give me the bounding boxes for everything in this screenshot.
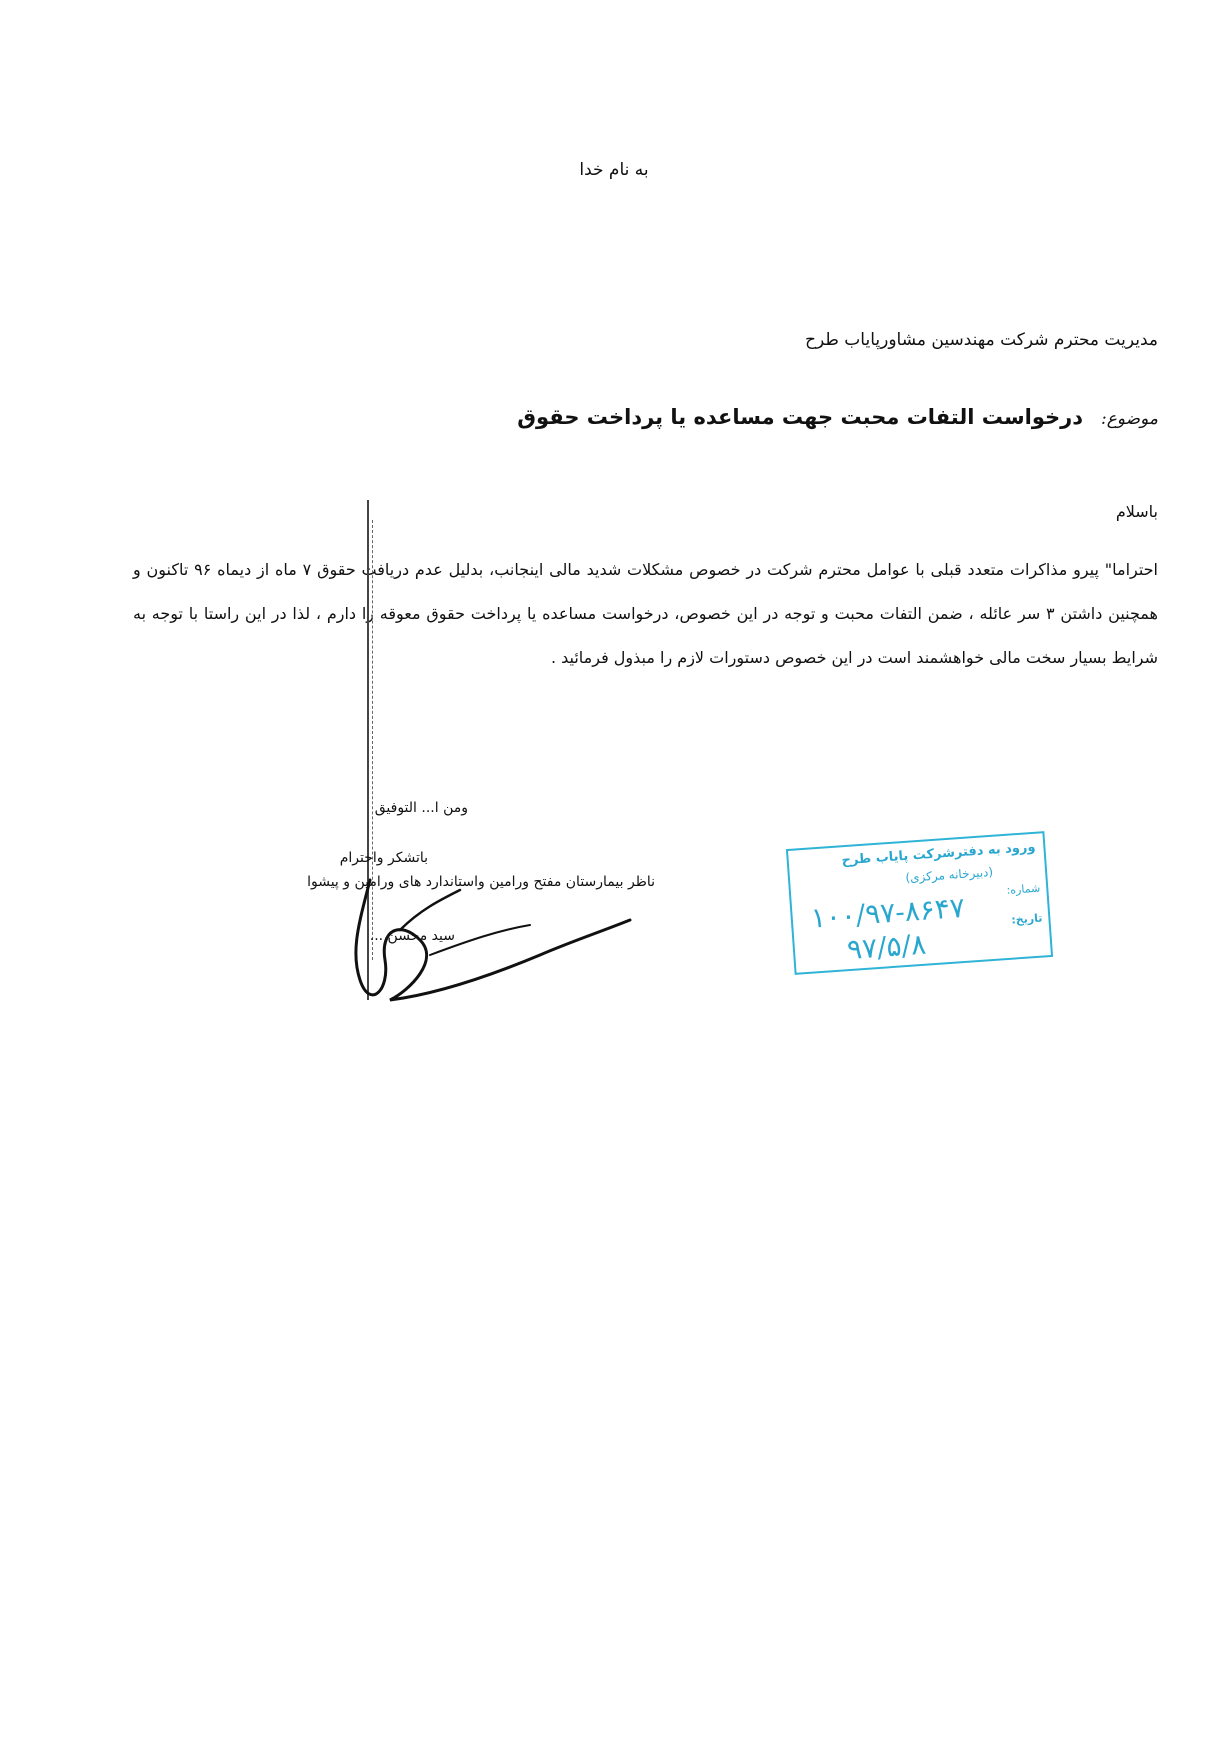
thanks-line: باتشکر واحترام bbox=[339, 850, 428, 866]
subject-label: موضوع: bbox=[1101, 409, 1158, 429]
signer-title: ناظر بیمارستان مفتح ورامین واستاندارد های ورامین و پیشوا bbox=[307, 874, 655, 890]
closing-phrase: ومن ا... التوفیق bbox=[374, 800, 468, 816]
greeting: باسلام bbox=[1115, 502, 1158, 521]
subject-text: درخواست التفات محبت جهت مساعده یا پرداخت حقوق bbox=[517, 405, 1084, 429]
letter-body: احتراما" پیرو مذاکرات متعدد قبلی با عوامل محترم شرکت در خصوص مشکلات شدید مالی اینجانب، بدلیل عدم دریافت حقوق ۷ ماه از دیماه ۹۶ تاکنون و همچنین داشتن ۳ سر عائله ، ضمن التفات محبت و توجه در این خصوص، درخواست مساعده یا پرداخت حقوق معوقه را دارم ، لذا در این راستا با توجه به شرایط بسیار سخت مالی خواهشمند است در این خصوص دستورات لازم را مبذول فرمائید . bbox=[133, 560, 1159, 667]
stamp-date-label: تاریخ: bbox=[1010, 911, 1043, 927]
stamp-date: ۹۷/۵/۸ bbox=[845, 927, 928, 967]
stamp-title: ورود به دفترشرکت پایاب طرح bbox=[841, 839, 1036, 869]
bismillah-heading: به نام خدا bbox=[579, 160, 649, 180]
recipient-line: مدیریت محترم شرکت مهندسین مشاورپایاب طرح bbox=[805, 330, 1158, 350]
stamp-subtitle: (دبیرخانه مرکزی) bbox=[904, 864, 994, 885]
registration-stamp bbox=[786, 831, 1053, 975]
subject-row bbox=[517, 405, 1158, 429]
handwritten-signature bbox=[330, 860, 650, 1020]
stamp-number-label: شماره: bbox=[1006, 881, 1041, 897]
signer-name: سید محسن ... bbox=[369, 928, 455, 944]
stamp-number: ۱۰۰/۹۷-۸۶۴۷ bbox=[809, 890, 966, 935]
